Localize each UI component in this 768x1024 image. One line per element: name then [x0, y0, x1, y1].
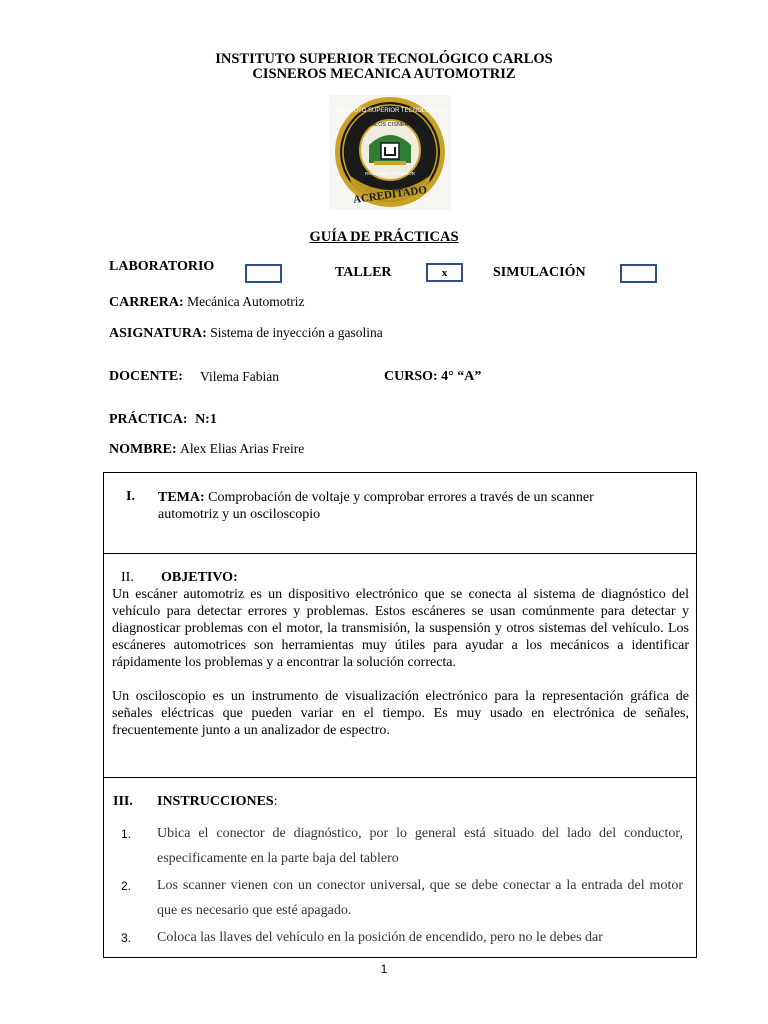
list-item-text: Los scanner vienen con un conector universal, que se debe conectar a la entrada del motor que es necesario que esté apagado. — [157, 878, 683, 918]
list-item-text: Ubica el conector de diagnóstico, por lo general está situado del lado del conductor, especificamente en la parte baja del tablero — [157, 826, 683, 866]
list-item-number: 1. — [121, 827, 132, 841]
objetivo-paragraph-2: Un osciloscopio es un instrumento de visualización electrónico para la representación gráfica de señales eléctricas que pueden variar en el tiempo. Es muy usado en electrónica de señales, frecuentemente junto a un analizador de espectro. — [112, 689, 689, 738]
carrera-row — [109, 294, 305, 311]
sections-table — [103, 472, 697, 958]
logo-name-text: CARLOS CISNEROS — [363, 122, 417, 128]
tema-content — [158, 489, 678, 523]
laboratorio-label: LABORATORIO — [109, 259, 215, 274]
asignatura-row — [109, 325, 383, 342]
logo-top-text: INSTITUTO SUPERIOR TECNOLÓGICO — [334, 108, 446, 114]
taller-checkbox[interactable] — [426, 263, 463, 282]
instrucciones-label: INSTRUCCIONES — [157, 794, 274, 809]
curso-label: CURSO: 4° “A” — [384, 369, 482, 384]
list-item-text: Coloca las llaves del vehículo en la posición de encendido, pero no le debes dar — [157, 930, 603, 945]
docente-value: Vilema Fabian — [200, 369, 280, 384]
logo-bottom-text: ACREDITADO — [352, 183, 428, 207]
nombre-row — [109, 441, 304, 458]
taller-mark: x — [441, 267, 448, 279]
list-item-number: 2. — [121, 879, 132, 893]
practica-label: PRÁCTICA: — [109, 412, 188, 427]
instrucciones-heading — [157, 794, 278, 810]
document-title: GUÍA DE PRÁCTICAS — [309, 229, 459, 245]
list-item-number: 3. — [121, 931, 132, 945]
instrucciones-number: III. — [113, 794, 133, 809]
logo-city-text: RIOBAMBA - ECUADOR — [364, 171, 416, 176]
carrera-label: CARRERA: — [109, 295, 184, 310]
simulacion-checkbox[interactable] — [620, 264, 657, 283]
divider — [104, 777, 696, 778]
docente-label: DOCENTE: — [109, 369, 183, 384]
page-number: 1 — [380, 962, 388, 976]
objetivo-paragraph-1: Un escáner automotriz es un dispositivo electrónico que se conecta al sistema de diagnóstico del vehículo para detectar errores y problemas. Estos escáneres se usan comúnmente para detectar y diagnosticar problemas con el motor, la transmisión, la suspensión y otros sistemas del vehículo. Los escáneres automotrices son herramientas muy útiles para ayudar a los mecánicos a identificar rápidamente los problemas y a encontrar la solución correcta. — [112, 587, 689, 670]
laboratorio-checkbox[interactable] — [245, 264, 282, 283]
carrera-value: Mecánica Automotriz — [187, 294, 305, 309]
institution-logo — [329, 95, 451, 210]
tema-line2: automotriz y un osciloscopio — [158, 507, 321, 522]
instrucciones-colon: : — [273, 794, 278, 809]
simulacion-label: SIMULACIÓN — [493, 265, 586, 280]
tema-line1: Comprobación de voltaje y comprobar errores a través de un scanner — [208, 490, 594, 505]
objetivo-label: OBJETIVO: — [161, 570, 238, 585]
tema-label: TEMA: — [158, 490, 205, 505]
practica-row — [109, 412, 217, 428]
objetivo-number: II. — [121, 570, 134, 585]
logo-seal-icon — [329, 95, 451, 210]
asignatura-label: ASIGNATURA: — [109, 326, 207, 341]
institution-name-line2: CISNEROS MECANICA AUTOMOTRIZ — [252, 66, 516, 82]
practica-value: N:1 — [195, 412, 217, 427]
tema-number: I. — [126, 489, 135, 504]
asignatura-value: Sistema de inyección a gasolina — [210, 325, 383, 340]
divider — [104, 553, 696, 554]
nombre-value: Alex Elias Arias Freire — [180, 441, 305, 456]
institution-name-line1: INSTITUTO SUPERIOR TECNOLÓGICO CARLOS — [215, 51, 553, 67]
taller-label: TALLER — [335, 265, 392, 280]
nombre-label: NOMBRE: — [109, 442, 177, 457]
